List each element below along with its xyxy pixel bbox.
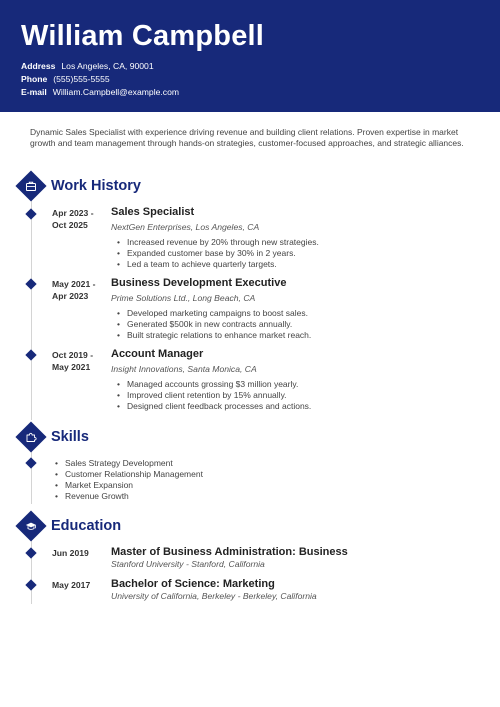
professional-summary: Dynamic Sales Specialist with experience driving revenue and building client relations. Proven expertise in market growth and team management through hands-on strategies, customer-focused approaches, and strategic alliances. <box>30 127 464 149</box>
education-degree: Bachelor of Science: Marketing <box>111 578 275 590</box>
candidate-name: William Campbell <box>21 20 265 52</box>
list-item: • Built strategic relations to enhance market reach. <box>116 330 311 341</box>
list-item: • Designed client feedback processes and actions. <box>116 401 311 412</box>
skill-item: • Customer Relationship Management <box>54 469 203 480</box>
list-item: • Developed marketing campaigns to boost sales. <box>116 308 311 319</box>
job-date <box>52 349 93 373</box>
job-date-start: Apr 2023 - <box>52 208 94 218</box>
job-bullets <box>116 379 311 412</box>
section-title-education: Education <box>51 518 122 534</box>
contact-phone <box>21 74 110 84</box>
timeline-marker <box>25 457 36 468</box>
section-title-skills: Skills <box>51 429 89 445</box>
contact-label: Phone <box>21 74 48 84</box>
header-banner <box>0 0 500 112</box>
job-bullets <box>116 308 311 341</box>
contact-address <box>21 61 154 71</box>
list-item: • Led a team to achieve quarterly targets. <box>116 259 319 270</box>
skill-item: • Market Expansion <box>54 480 203 491</box>
briefcase-icon <box>20 175 42 197</box>
puzzle-icon <box>20 426 42 448</box>
timeline-line <box>31 448 32 504</box>
timeline-marker <box>25 547 36 558</box>
job-date-end: May 2021 <box>52 362 91 372</box>
job-date-start: Oct 2019 - <box>52 350 94 360</box>
timeline-marker <box>25 278 36 289</box>
timeline-marker <box>25 579 36 590</box>
job-date-start: May 2021 - <box>52 279 96 289</box>
contact-email <box>21 87 179 97</box>
timeline-marker <box>25 208 36 219</box>
contact-value: Los Angeles, CA, 90001 <box>61 61 154 71</box>
job-company: NextGen Enterprises, Los Angeles, CA <box>111 222 260 232</box>
job-date-end: Apr 2023 <box>52 291 89 301</box>
job-bullets <box>116 237 319 270</box>
timeline-line <box>31 196 32 420</box>
contact-label: E-mail <box>21 87 47 97</box>
timeline-marker <box>25 349 36 360</box>
job-date <box>52 207 94 231</box>
job-company: Insight Innovations, Santa Monica, CA <box>111 364 257 374</box>
skills-list <box>54 458 203 502</box>
list-item: • Generated $500k in new contracts annually. <box>116 319 311 330</box>
section-title-work-history: Work History <box>51 178 141 194</box>
skill-item: • Revenue Growth <box>54 491 203 502</box>
list-item: • Increased revenue by 20% through new strategies. <box>116 237 319 248</box>
job-date-end: Oct 2025 <box>52 220 88 230</box>
list-item: • Managed accounts grossing $3 million yearly. <box>116 379 311 390</box>
education-school: Stanford University - Stanford, California <box>111 559 265 569</box>
skill-item: • Sales Strategy Development <box>54 458 203 469</box>
list-item: • Improved client retention by 15% annually. <box>116 390 311 401</box>
education-date: May 2017 <box>52 580 91 590</box>
contact-value: (555)555-5555 <box>53 74 110 84</box>
education-date: Jun 2019 <box>52 548 89 558</box>
list-item: • Expanded customer base by 30% in 2 years. <box>116 248 319 259</box>
job-title: Account Manager <box>111 348 204 360</box>
job-company: Prime Solutions Ltd., Long Beach, CA <box>111 293 256 303</box>
job-title: Sales Specialist <box>111 206 195 218</box>
contact-label: Address <box>21 61 56 71</box>
job-title: Business Development Executive <box>111 277 287 289</box>
education-school: University of California, Berkeley - Berkeley, California <box>111 591 317 601</box>
education-degree: Master of Business Administration: Business <box>111 546 348 558</box>
graduation-cap-icon <box>20 515 42 537</box>
job-date <box>52 278 95 302</box>
contact-value: William.Campbell@example.com <box>52 87 180 97</box>
